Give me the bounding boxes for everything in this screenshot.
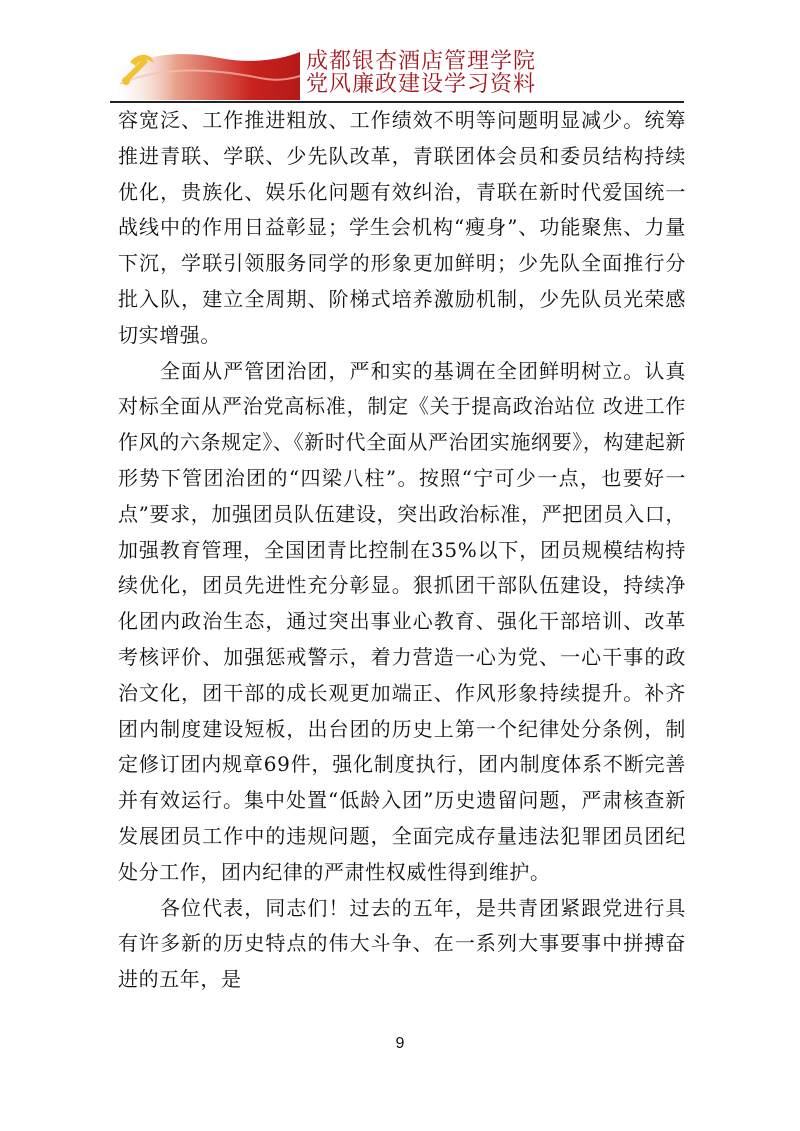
- paragraph-2: 全面从严管团治团，严和实的基调在全团鲜明树立。认真对标全面从严治党高标准，制定《关于提高政治站位 改进工作作风的六条规定》、《新时代全面从严治团实施纲要》，构建起新形势下管团治团的“四梁八柱”。按照“宁可少一点，也要好一点”要求，加强团员队伍建设，突出政治标准，严把团员入口，加强教育管理，全国团青比控制在35%以下，团员规模结构持续优化，团员先进性充分彰显。狠抓团干部队伍建设，持续净化团内政治生态，通过突出事业心教育、强化干部培训、改革考核评价、加强惩戒警示，着力营造一心为党、一心干事的政治文化，团干部的成长观更加端正、作风形象持续提升。补齐团内制度建设短板，出台团的历史上第一个纪律处分条例，制定修订团内规章69件，强化制度执行，团内制度体系不断完善并有效运行。集中处置“低龄入团”历史遗留问题，严肃核查新发展团员工作中的违规问题，全面完成存量违法犯罪团员团纪处分工作，团内纪律的严肃性权威性得到维护。: [118, 358, 686, 884]
- document-body: [118, 103, 686, 998]
- header-title: [306, 50, 536, 96]
- party-emblem-icon: [110, 44, 300, 100]
- page-number: 9: [395, 1035, 405, 1052]
- page-header: [110, 44, 690, 100]
- paragraph-3: 各位代表，同志们！过去的五年，是共青团紧跟党进行具有许多新的历史特点的伟大斗争、在一系列大事要事中拼搏奋进的五年，是: [118, 895, 686, 992]
- header-line-1: 成都银杏酒店管理学院: [306, 49, 537, 74]
- header-line-2: 党风廉政建设学习资料: [306, 72, 537, 97]
- paragraph-1: 容宽泛、工作推进粗放、工作绩效不明等问题明显减少。统筹推进青联、学联、少先队改革，青联团体会员和委员结构持续优化，贵族化、娱乐化问题有效纠治，青联在新时代爱国统一战线中的作用日益彰显；学生会机构“瘦身”、功能聚焦、力量下沉，学联引领服务同学的形象更加鲜明；少先队全面推行分批入队，建立全周期、阶梯式培养激励机制，少先队员光荣感切实增强。: [118, 108, 686, 347]
